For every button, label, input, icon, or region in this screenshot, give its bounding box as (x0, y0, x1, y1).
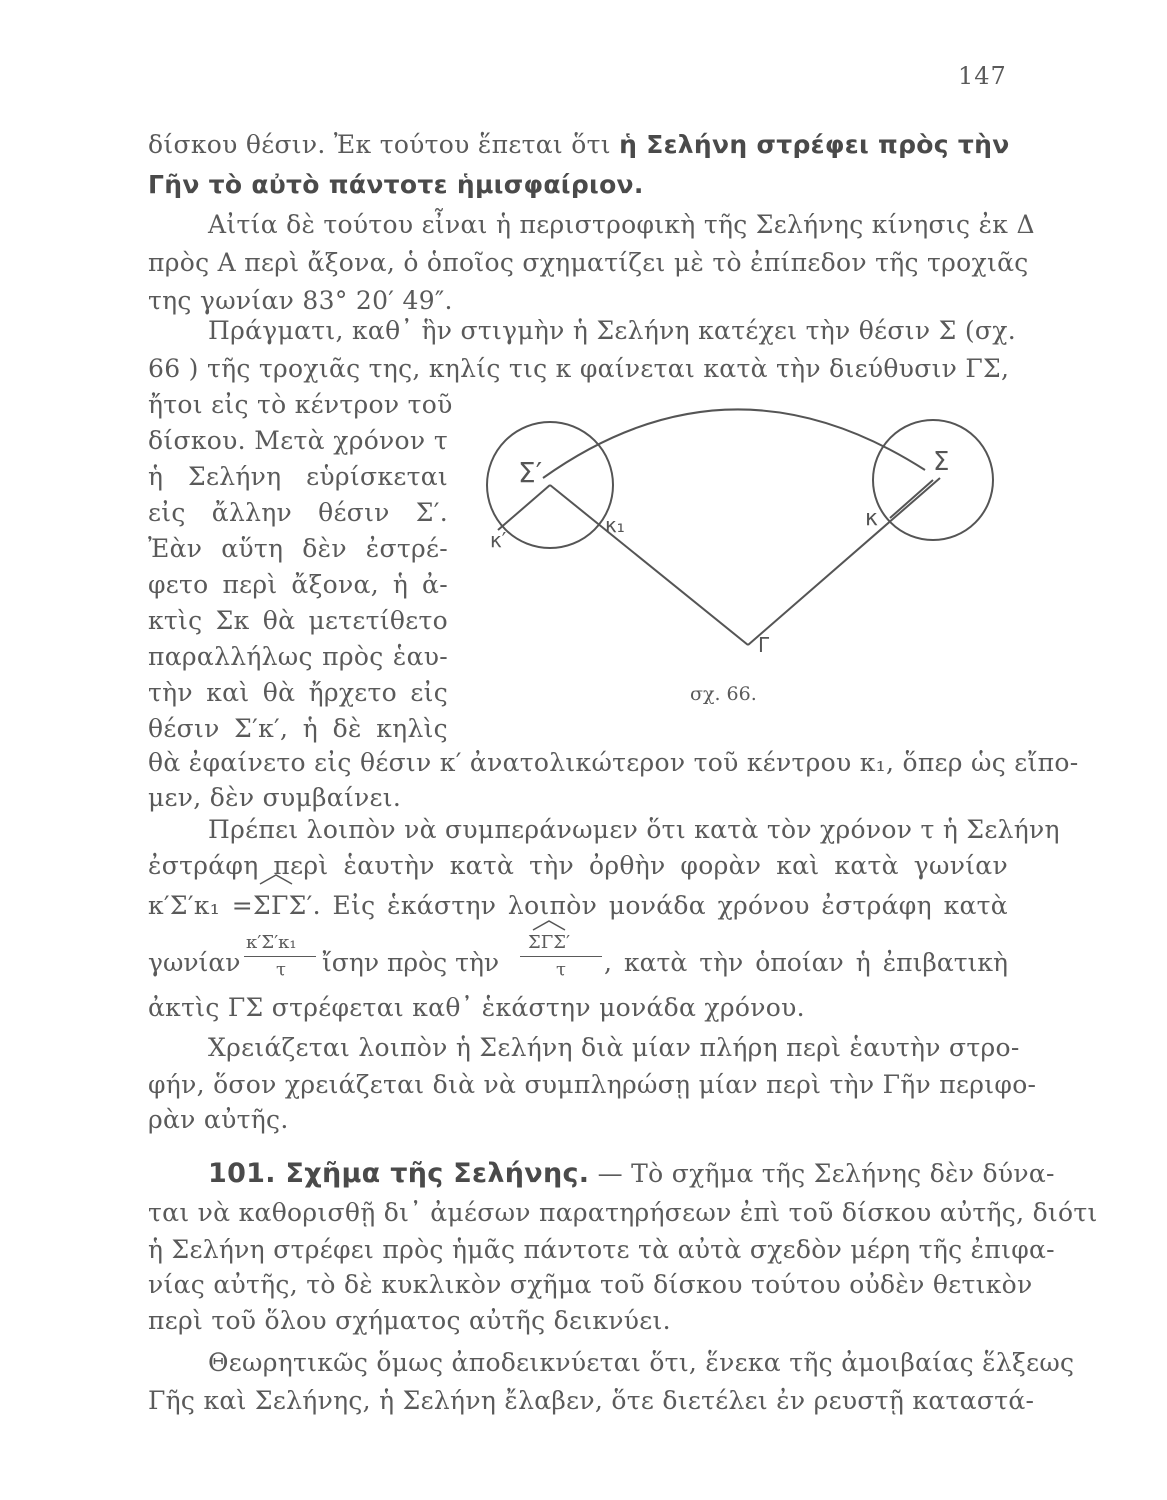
radius-right (748, 478, 940, 645)
ray-right-k (890, 480, 933, 518)
fraction-bar (244, 956, 316, 957)
text-line: ἡ Σελήνη στρέφει πρὸς ἡμᾶς πάντοτε τὰ αὐτὰ σχεδὸν μέρη τῆς ἐπιφα- (148, 1235, 1055, 1264)
orbit-arc (543, 409, 925, 478)
text-line: Χρειάζεται λοιπὸν ἡ Σελήνη διὰ μίαν πλήρη περὶ ἑαυτὴν στρο- (208, 1033, 1020, 1062)
text-line: θὰ ἐφαίνετο εἰς θέσιν κ′ ἀνατολικώτερον τοῦ κέντρου κ₁, ὅπερ ὡς εἴπο- (148, 748, 1079, 777)
text-line: ται νὰ καθορισθῇ δι᾽ ἀμέσων παρατηρήσεων ἐπὶ τοῦ δίσκου αὐτῆς, διότι (148, 1198, 1098, 1227)
text-line: θέσιν Σ′κ′, ἡ δὲ κηλὶς (148, 714, 448, 743)
fraction-numerator: κ′Σ′κ₁ (246, 932, 297, 953)
text-line: φήν, ὅσον χρειάζεται διὰ νὰ συμπληρώσῃ μίαν περὶ τὴν Γῆν περιφο- (148, 1070, 1037, 1099)
text-line: νίας αὐτῆς, τὸ δὲ κυκλικὸν σχῆμα τοῦ δίσκου τούτου οὐδὲν θετικὸν (148, 1270, 1033, 1299)
text-line: κ′Σ′κ₁ =ΣΓΣ′. Εἰς ἑκάστην λοιπὸν μονάδα χρόνου ἐστράφη κατὰ (148, 891, 1008, 920)
label-k1: κ₁ (605, 513, 625, 537)
text-line: ἡ Σελήνη εὑρίσκεται (148, 462, 448, 491)
text-line: Πρέπει λοιπὸν νὰ συμπεράνωμεν ὅτι κατὰ τὸν χρόνον τ ἡ Σελήνη (208, 815, 1060, 844)
text-line: ἤτοι εἰς τὸ κέντρον τοῦ (148, 390, 453, 419)
text-line: μεν, δὲν συμβαίνει. (148, 783, 402, 812)
text-line: της γωνίαν 83° 20′ 49″. (148, 286, 453, 315)
label-gamma: Γ (758, 633, 770, 657)
fraction-bar (520, 956, 602, 957)
text-line: δίσκου. Μετὰ χρόνον τ (148, 426, 448, 455)
text-line: κτὶς Σκ θὰ μετετίθετο (148, 606, 448, 635)
text-line: Γῆς καὶ Σελήνης, ἡ Σελήνη ἔλαβεν, ὅτε διετέλει ἐν ρευστῇ καταστά- (148, 1386, 1035, 1415)
text-line: , κατὰ τὴν ὁποίαν ἡ ἐπιβατικὴ (604, 948, 1008, 977)
text-line: παραλλήλως πρὸς ἑαυ- (148, 642, 448, 671)
text-line: Θεωρητικῶς ὅμως ἀποδεικνύεται ὅτι, ἕνεκα τῆς ἀμοιβαίας ἕλξεως (208, 1348, 1075, 1377)
text-line: δίσκου θέσιν. Ἐκ τούτου ἕπεται ὅτι ἡ Σελήνη στρέφει πρὸς τὴν (148, 130, 1010, 159)
text-line: Πράγματι, καθ᾽ ἣν στιγμὴν ἡ Σελήνη κατέχει τὴν θέσιν Σ (σχ. (208, 316, 1016, 345)
text-line: Ἐὰν αὕτη δὲν ἐστρέ- (148, 534, 448, 563)
fraction-denominator: τ (276, 959, 286, 980)
emphasis-text: Γῆν τὸ αὐτὸ πάντοτε ἡμισφαίριον. (148, 170, 644, 199)
label-sigma: Σ (933, 447, 950, 477)
text-line: εἰς ἄλλην θέσιν Σ′. (148, 498, 448, 527)
text-line: ἀκτὶς ΓΣ στρέφεται καθ᾽ ἑκάστην μονάδα χρόνου. (148, 993, 805, 1022)
section-heading: 101. Σχῆμα τῆς Σελήνης. (208, 1158, 590, 1189)
label-k: κ (865, 506, 878, 531)
radius-left (550, 485, 748, 645)
text-line: τὴν καὶ θὰ ἤρχετο εἰς (148, 678, 448, 707)
text-line: ἐστράφη περὶ ἑαυτὴν κατὰ τὴν ὀρθὴν φορὰν καὶ κατὰ γωνίαν (148, 851, 1008, 880)
emphasis-text: ἡ Σελήνη στρέφει πρὸς τὴν (619, 130, 1010, 159)
page-number: 147 (958, 62, 1007, 90)
angle-hat (258, 872, 294, 886)
angle-hat (531, 918, 567, 932)
text-line: Αἰτία δὲ τούτου εἶναι ἡ περιστροφικὴ τῆς Σελήνης κίνησις ἐκ Δ (208, 210, 1035, 239)
figure-caption: σχ. 66. (690, 683, 757, 705)
text-line: ἴσην πρὸς τὴν (322, 948, 500, 977)
text-line: γωνίαν (148, 948, 241, 977)
ray-left-prime (498, 485, 550, 530)
text-line: ρὰν αὐτῆς. (148, 1105, 289, 1134)
label-sigma-prime: Σ′ (518, 456, 543, 489)
text-line: φετο περὶ ἄξονα, ἡ ἀ- (148, 570, 448, 599)
fraction-denominator: τ (556, 959, 566, 980)
text-line: 101. Σχῆμα τῆς Σελήνης. — Τὸ σχῆμα τῆς Σελήνης δὲν δύνα- (208, 1158, 1055, 1189)
label-k-prime: κ′ (490, 528, 507, 552)
figure-66-diagram (470, 370, 1010, 680)
fraction-numerator: ΣΓΣ′ (528, 932, 571, 953)
text-line: πρὸς Α περὶ ἄξονα, ὁ ὁποῖος σχηματίζει μὲ τὸ ἐπίπεδον τῆς τροχιᾶς (148, 248, 1029, 277)
text-line: περὶ τοῦ ὅλου σχήματος αὐτῆς δεικνύει. (148, 1306, 671, 1335)
text-line: 66 ) τῆς τροχιᾶς της, κηλίς τις κ φαίνεται κατὰ τὴν διεύθυσιν ΓΣ, (148, 354, 1010, 383)
